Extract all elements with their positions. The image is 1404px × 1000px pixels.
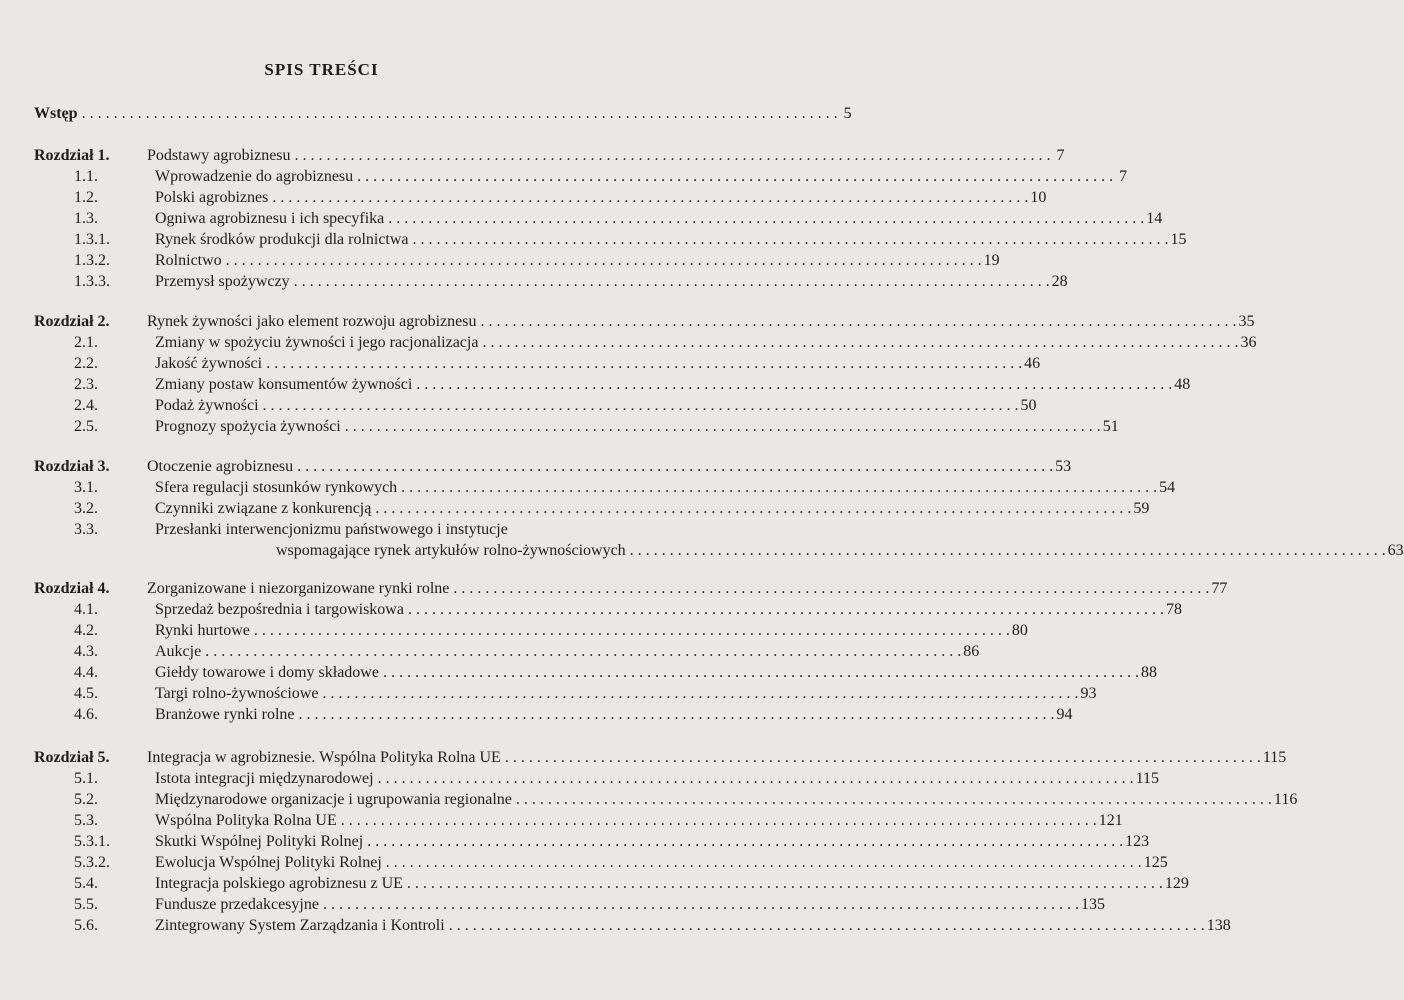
entry-page: 10 <box>1030 189 1047 206</box>
dot-leader <box>268 187 1030 209</box>
toc-section-entry <box>34 599 1182 621</box>
entry-page: 48 <box>1174 376 1191 393</box>
entry-number: 4.3. <box>74 643 98 660</box>
toc-section-entry <box>34 704 1073 726</box>
entry-page: 138 <box>1206 917 1231 934</box>
dot-leader <box>445 915 1207 937</box>
entry-page: 77 <box>1211 580 1228 597</box>
dot-leader <box>374 768 1136 790</box>
dot-leader <box>250 620 1012 642</box>
toc-section-entry <box>34 789 1298 811</box>
toc-title: SPIS TREŚCI <box>264 60 379 79</box>
entry-page: 46 <box>1024 355 1041 372</box>
entry-page: 86 <box>963 643 980 660</box>
entry-number: 4.6. <box>74 706 98 723</box>
entry-title: Czynniki związane z konkurencją <box>155 500 372 517</box>
entry-number: 4.5. <box>74 685 98 702</box>
entry-number: 5.3.1. <box>74 833 110 850</box>
entry-title: Otoczenie agrobiznesu <box>147 458 294 475</box>
entry-page: 35 <box>1238 313 1255 330</box>
toc-section-entry <box>34 662 1157 684</box>
entry-page: 115 <box>1262 749 1287 766</box>
entry-title: wspomagające rynek artykułów rolno-żywnościowych <box>276 542 626 559</box>
entry-number: 2.3. <box>74 376 98 393</box>
entry-title: Giełdy towarowe i domy składowe <box>155 664 379 681</box>
toc-section-entry <box>34 416 1119 438</box>
toc-section-entry <box>34 498 1150 520</box>
entry-page: 93 <box>1080 685 1097 702</box>
entry-number: 5.6. <box>74 917 98 934</box>
dot-leader <box>478 332 1240 354</box>
entry-number: Rozdział 5. <box>34 749 110 766</box>
entry-title: Zintegrowany System Zarządzania i Kontroli <box>155 917 445 934</box>
entry-number: 1.1. <box>74 168 98 185</box>
entry-page: 28 <box>1051 273 1068 290</box>
dot-leader <box>259 395 1021 417</box>
dot-leader <box>262 353 1024 375</box>
dot-leader <box>290 271 1052 293</box>
entry-number: 5.3. <box>74 812 98 829</box>
dot-leader <box>295 704 1057 726</box>
entry-title: Rolnictwo <box>155 252 222 269</box>
entry-title: Wprowadzenie do agrobiznesu <box>155 168 354 185</box>
dot-leader <box>353 166 1115 188</box>
entry-number: 4.2. <box>74 622 98 639</box>
toc-section-entry <box>34 683 1097 705</box>
entry-number: 5.3.2. <box>74 854 110 871</box>
toc-chapter-entry <box>34 578 1228 600</box>
dot-leader <box>626 540 1388 562</box>
dot-leader <box>319 894 1081 916</box>
entry-title: Rynek żywności jako element rozwoju agrobiznesu <box>147 313 477 330</box>
dot-leader <box>501 747 1263 769</box>
toc-chapter-entry <box>34 145 1065 167</box>
entry-title: Sfera regulacji stosunków rynkowych <box>155 479 398 496</box>
entry-title: Skutki Wspólnej Polityki Rolnej <box>155 833 364 850</box>
entry-title: Zmiany postaw konsumentów żywności <box>155 376 413 393</box>
entry-title: Międzynarodowe organizacje i ugrupowania regionalne <box>155 791 512 808</box>
dot-leader <box>222 250 984 272</box>
entry-number: 4.1. <box>74 601 98 618</box>
dot-leader <box>403 873 1165 895</box>
dot-leader <box>318 683 1080 705</box>
entry-page: 88 <box>1140 664 1157 681</box>
toc-chapter-entry <box>34 311 1255 333</box>
entry-number: 1.3. <box>74 210 98 227</box>
entry-page: 115 <box>1135 770 1159 787</box>
toc-section-entry <box>34 831 1150 853</box>
toc-section-entry <box>34 873 1189 895</box>
toc-section-entry <box>34 477 1176 499</box>
entry-title: Rynki hurtowe <box>155 622 250 639</box>
entry-title: Ogniwa agrobiznesu i ich specyfika <box>155 210 385 227</box>
dot-leader <box>371 498 1133 520</box>
entry-number: 2.5. <box>74 418 98 435</box>
dot-leader <box>291 145 1053 167</box>
toc-section-entry <box>34 852 1168 874</box>
toc-section-entry <box>34 353 1041 375</box>
entry-number: Rozdział 3. <box>34 458 110 475</box>
entry-number: 1.3.2. <box>74 252 110 269</box>
dot-leader <box>476 311 1238 333</box>
entry-number: 4.4. <box>74 664 98 681</box>
entry-title: Ewolucja Wspólnej Polityki Rolnej <box>155 854 382 871</box>
entry-page: 54 <box>1159 479 1176 496</box>
toc-section-entry <box>34 768 1159 790</box>
dot-leader <box>78 103 840 125</box>
entry-page: 129 <box>1164 875 1189 892</box>
entry-page: 94 <box>1056 706 1073 723</box>
dot-leader <box>384 208 1146 230</box>
entry-page: 7 <box>1119 168 1128 185</box>
entry-page: 15 <box>1170 231 1187 248</box>
entry-number: 2.2. <box>74 355 98 372</box>
entry-number: 2.1. <box>74 334 98 351</box>
toc-section-entry <box>34 641 980 663</box>
toc-section-entry <box>34 332 1257 354</box>
entry-title: Branżowe rynki rolne <box>155 706 295 723</box>
entry-title: Targi rolno-żywnościowe <box>155 685 319 702</box>
entry-number: 5.4. <box>74 875 98 892</box>
entry-title: Wspólna Polityka Rolna UE <box>155 812 337 829</box>
toc-chapter-entry <box>34 456 1072 478</box>
entry-page: 51 <box>1102 418 1119 435</box>
entry-title: Wstęp <box>34 105 78 122</box>
entry-title: Integracja polskiego agrobiznesu z UE <box>155 875 403 892</box>
entry-page: 7 <box>1056 147 1065 164</box>
entry-title: Aukcje <box>155 643 202 660</box>
dot-leader <box>409 229 1171 251</box>
entry-title: Polski agrobiznes <box>155 189 269 206</box>
dot-leader <box>341 416 1103 438</box>
toc-chapter-entry <box>34 747 1287 769</box>
entry-number: 3.2. <box>74 500 98 517</box>
toc-section-entry-continued <box>34 540 1404 562</box>
entry-number: 5.5. <box>74 896 98 913</box>
dot-leader <box>404 599 1166 621</box>
entry-page: 63 <box>1387 542 1404 559</box>
toc-section-entry <box>34 187 1047 209</box>
toc-section-entry <box>34 229 1187 251</box>
entry-number: 2.4. <box>74 397 98 414</box>
dot-leader <box>382 852 1144 874</box>
entry-page: 116 <box>1273 791 1298 808</box>
entry-number: 3.1. <box>74 479 98 496</box>
entry-title: Jakość żywności <box>155 355 263 372</box>
entry-title: Podstawy agrobiznesu <box>147 147 291 164</box>
entry-page: 125 <box>1143 854 1168 871</box>
entry-number: 1.2. <box>74 189 98 206</box>
toc-section-entry <box>34 374 1191 396</box>
entry-page: 121 <box>1098 812 1123 829</box>
entry-page: 5 <box>843 105 852 122</box>
entry-number: 5.2. <box>74 791 98 808</box>
entry-title: Prognozy spożycia żywności <box>155 418 341 435</box>
entry-number: 3.3. <box>74 521 98 538</box>
toc-section-entry <box>34 395 1037 417</box>
entry-title: Fundusze przedakcesyjne <box>155 896 319 913</box>
entry-page: 19 <box>983 252 1000 269</box>
entry-page: 50 <box>1020 397 1037 414</box>
entry-number: Rozdział 4. <box>34 580 110 597</box>
entry-title: Przesłanki interwencjonizmu państwowego i instytucje <box>155 521 508 538</box>
entry-page: 78 <box>1165 601 1182 618</box>
toc-entry-intro <box>34 103 852 125</box>
entry-page: 135 <box>1080 896 1105 913</box>
entry-title: Istota integracji międzynarodowej <box>155 770 374 787</box>
entry-number: Rozdział 1. <box>34 147 110 164</box>
entry-page: 59 <box>1133 500 1150 517</box>
entry-title: Przemysł spożywczy <box>155 273 290 290</box>
toc-section-entry <box>34 894 1105 916</box>
dot-leader <box>412 374 1174 396</box>
dot-leader <box>379 662 1141 684</box>
entry-number: 5.1. <box>74 770 98 787</box>
toc-section-entry <box>34 208 1163 230</box>
toc-section-entry <box>34 271 1068 293</box>
entry-title: Zorganizowane i niezorganizowane rynki rolne <box>147 580 450 597</box>
entry-title: Rynek środków produkcji dla rolnictwa <box>155 231 409 248</box>
entry-page: 36 <box>1240 334 1257 351</box>
entry-number: 1.3.3. <box>74 273 110 290</box>
entry-title: Integracja w agrobiznesie. Wspólna Polityka Rolna UE <box>147 749 501 766</box>
toc-section-entry <box>34 519 599 541</box>
toc-section-entry <box>34 915 1231 937</box>
entry-page: 80 <box>1011 622 1028 639</box>
dot-leader <box>449 578 1211 600</box>
dot-leader <box>201 641 963 663</box>
toc-section-entry <box>34 250 1000 272</box>
entry-number: 1.3.1. <box>74 231 110 248</box>
entry-title: Sprzedaż bezpośrednia i targowiskowa <box>155 601 404 618</box>
dot-leader <box>512 789 1274 811</box>
entry-title: Zmiany w spożyciu żywności i jego racjonalizacja <box>155 334 479 351</box>
dot-leader <box>363 831 1125 853</box>
entry-page: 14 <box>1146 210 1163 227</box>
toc-section-entry <box>34 810 1123 832</box>
entry-page: 123 <box>1125 833 1150 850</box>
dot-leader <box>337 810 1099 832</box>
entry-page: 53 <box>1055 458 1072 475</box>
dot-leader <box>293 456 1055 478</box>
toc-section-entry <box>34 166 1128 188</box>
dot-leader <box>397 477 1159 499</box>
entry-number: Rozdział 2. <box>34 313 110 330</box>
entry-title: Podaż żywności <box>155 397 259 414</box>
toc-section-entry <box>34 620 1028 642</box>
